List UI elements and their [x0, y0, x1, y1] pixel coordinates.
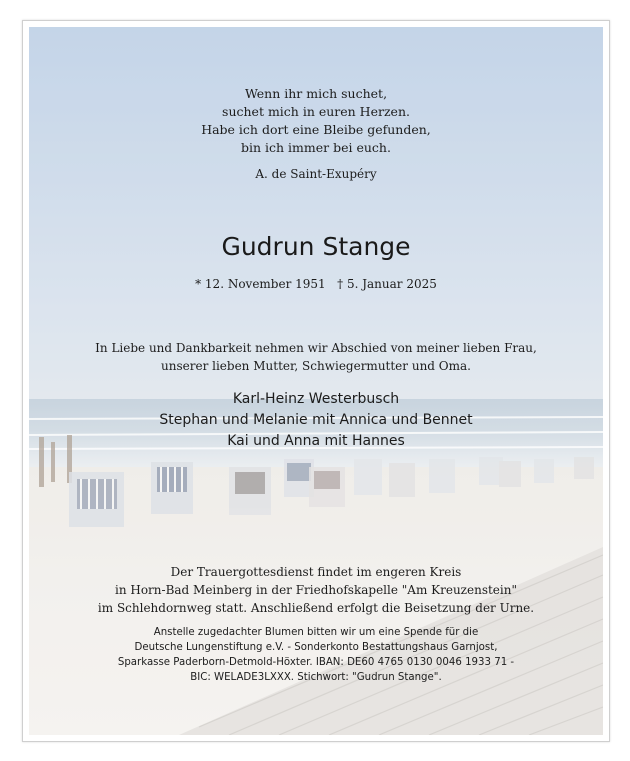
- donation-line: Anstelle zugedachter Blumen bitten wir um eine Spende für die: [153, 627, 479, 638]
- family-line: Karl-Heinz Westerbusch: [232, 391, 400, 407]
- beach-background-photo: [29, 27, 603, 735]
- service-line: Der Trauergottesdienst findet im engeren Kreis: [170, 565, 462, 579]
- farewell-line: unserer lieben Mutter, Schwiegermutter und Oma.: [161, 359, 471, 373]
- quote-author: A. de Saint-Exupéry: [255, 167, 377, 181]
- service-line: in Horn-Bad Meinberg in der Friedhofskapelle "Am Kreuzenstein": [114, 583, 517, 597]
- life-dates: [29, 277, 603, 291]
- quote-line: bin ich immer bei euch.: [241, 140, 391, 155]
- memorial-quote: [29, 85, 603, 157]
- obituary-card: [22, 20, 610, 742]
- donation-info: [29, 625, 603, 685]
- donation-line: Deutsche Lungenstiftung e.V. - Sonderkonto Bestattungshaus Garnjost,: [134, 642, 498, 653]
- family-names: [29, 389, 603, 452]
- quote-line: Wenn ihr mich suchet,: [244, 86, 388, 101]
- family-line: Kai und Anna mit Hannes: [227, 433, 405, 449]
- death-date: † 5. Januar 2025: [337, 277, 437, 291]
- quote-line: suchet mich in euren Herzen.: [222, 104, 410, 119]
- donation-line: BIC: WELADE3LXXX. Stichwort: "Gudrun Stange".: [190, 672, 442, 683]
- birth-date: * 12. November 1951: [195, 277, 326, 291]
- family-line: Stephan und Melanie mit Annica und Bennet: [159, 412, 473, 428]
- service-info: [29, 563, 603, 617]
- farewell-line: In Liebe und Dankbarkeit nehmen wir Abschied von meiner lieben Frau,: [95, 341, 537, 355]
- deceased-name: Gudrun Stange: [221, 232, 411, 261]
- quote-line: Habe ich dort eine Bleibe gefunden,: [201, 122, 431, 137]
- service-line: im Schlehdornweg statt. Anschließend erfolgt die Beisetzung der Urne.: [97, 601, 535, 615]
- farewell-text: [29, 339, 603, 375]
- donation-line: Sparkasse Paderborn-Detmold-Höxter. IBAN: DE60 4765 0130 0046 1933 71 -: [117, 657, 515, 668]
